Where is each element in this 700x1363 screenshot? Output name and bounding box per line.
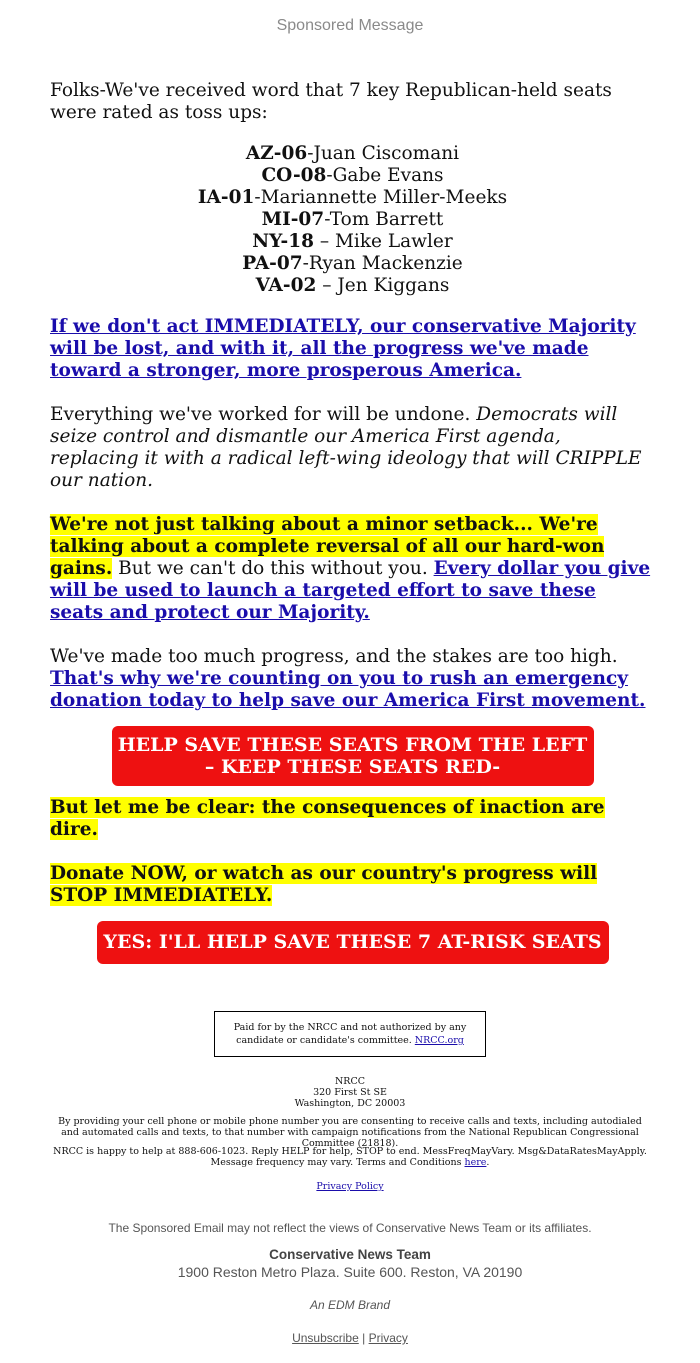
seat-item bbox=[50, 275, 655, 297]
footer-privacy-link[interactable]: Privacy bbox=[368, 1331, 408, 1345]
save-seats-button[interactable]: HELP SAVE THESE SEATS FROM THE LEFT – KEEP THESE SEATS RED- bbox=[112, 726, 594, 786]
inaction-highlight: But let me be clear: the consequences of inaction are dire. bbox=[50, 797, 605, 840]
urgent-paragraph bbox=[50, 316, 655, 382]
stakes-text: We've made too much progress, and the stakes are too high. bbox=[50, 646, 618, 667]
privacy-policy-link[interactable]: Privacy Policy bbox=[316, 1181, 384, 1192]
setback-paragraph bbox=[50, 514, 655, 624]
seat-district: VA-02 bbox=[255, 275, 317, 296]
seat-item bbox=[50, 209, 655, 231]
setback-highlight: We're not just talking about a minor setback... We're talking about a complete reversal of all our hard-won gains. bbox=[50, 514, 605, 579]
footer-links bbox=[0, 1331, 700, 1345]
seat-district: MI-07 bbox=[261, 209, 325, 230]
seat-item bbox=[50, 143, 655, 165]
footer-address: 1900 Reston Metro Plaza. Suite 600. Reston, VA 20190 bbox=[177, 1264, 523, 1280]
every-dollar-link[interactable]: Every dollar you give will be used to launch a targeted effort to save these seats and protect our Majority. bbox=[50, 558, 651, 623]
email-body bbox=[50, 80, 655, 964]
seat-candidate: -Mariannette Miller-Meeks bbox=[254, 187, 508, 208]
seat-candidate: -Tom Barrett bbox=[324, 209, 444, 230]
seat-item bbox=[50, 187, 655, 209]
paid-for-disclaimer bbox=[214, 1011, 486, 1057]
seat-district: IA-01 bbox=[197, 187, 255, 208]
unsubscribe-link[interactable]: Unsubscribe bbox=[292, 1331, 359, 1345]
donate-now-paragraph bbox=[50, 863, 655, 907]
democrats-warning-text: Democrats will seize control and dismantle our America First agenda, replacing it with a radical left-wing ideology that will CRIPPLE our nation. bbox=[50, 404, 642, 491]
footer-separator: | bbox=[358, 1331, 369, 1345]
seat-list bbox=[50, 143, 655, 297]
emergency-donation-link[interactable]: That's why we're counting on you to rush an emergency donation today to help save our America First movement. bbox=[50, 668, 646, 711]
privacy-policy-row bbox=[50, 1181, 650, 1192]
seat-candidate: -Gabe Evans bbox=[326, 165, 444, 186]
seat-district: PA-07 bbox=[242, 253, 303, 274]
inaction-paragraph bbox=[50, 797, 655, 841]
footer-brand: Conservative News Team bbox=[269, 1247, 431, 1262]
help-text: NRCC is happy to help at 888-606-1023. Reply HELP for help, STOP to end. MessFreqMayVary. Msg&DataRatesMayApply. Message frequency may vary. Terms and Conditions here. bbox=[53, 1146, 647, 1168]
seat-district: CO-08 bbox=[261, 165, 327, 186]
footer-disclaimer: The Sponsored Email may not reflect the views of Conservative News Team or its affiliates. bbox=[108, 1221, 592, 1235]
seat-district: AZ-06 bbox=[245, 143, 308, 164]
undone-text: Everything we've worked for will be undone. bbox=[50, 404, 477, 425]
disclaimer-text: Paid for by the NRCC and not authorized by any candidate or candidate's committee. bbox=[233, 1022, 467, 1046]
progress-paragraph bbox=[50, 646, 655, 712]
seat-candidate: – Jen Kiggans bbox=[316, 275, 450, 296]
mailing-address bbox=[50, 1076, 650, 1109]
terms-link[interactable]: here bbox=[464, 1157, 487, 1168]
seat-district: NY-18 bbox=[252, 231, 314, 252]
help-info: NRCC is happy to help at 888-606-1023. Reply HELP for help, STOP to end. MessFreqMayVary. Msg&DataRatesMayApply. Message frequency may vary. Terms and Conditions bbox=[53, 1146, 647, 1168]
address-org: NRCC bbox=[334, 1076, 365, 1087]
seat-item bbox=[50, 253, 655, 275]
seat-candidate: -Ryan Mackenzie bbox=[302, 253, 463, 274]
help-save-7-seats-button[interactable]: YES: I'LL HELP SAVE THESE 7 AT-RISK SEATS bbox=[97, 921, 609, 964]
majority-lost-link[interactable]: If we don't act IMMEDIATELY, our conservative Majority will be lost, and with it, all the progress we've made toward a stronger, more prosperous America. bbox=[50, 316, 636, 381]
without-you-text: But we can't do this without you. bbox=[112, 558, 434, 579]
address-city: Washington, DC 20003 bbox=[294, 1098, 406, 1109]
nrcc-link[interactable]: NRCC.org bbox=[414, 1035, 464, 1046]
seat-item bbox=[50, 165, 655, 187]
sponsored-label: Sponsored Message bbox=[276, 17, 424, 34]
sms-consent-text: By providing your cell phone or mobile phone number you are consenting to receive calls and texts, including autodialed and automated calls and texts, to that number with campaign notifications from the National Republican Congressional Committee (21818). bbox=[58, 1116, 642, 1149]
seat-candidate: -Juan Ciscomani bbox=[307, 143, 460, 164]
address-street: 320 First St SE bbox=[313, 1087, 387, 1098]
edm-brand: An EDM Brand bbox=[309, 1298, 391, 1312]
intro-text: Folks-We've received word that 7 key Republican-held seats were rated as toss ups: bbox=[50, 80, 612, 123]
undone-paragraph bbox=[50, 404, 655, 492]
seat-item bbox=[50, 231, 655, 253]
donate-now-highlight: Donate NOW, or watch as our country's progress will STOP IMMEDIATELY. bbox=[50, 863, 598, 906]
seat-candidate: – Mike Lawler bbox=[313, 231, 453, 252]
